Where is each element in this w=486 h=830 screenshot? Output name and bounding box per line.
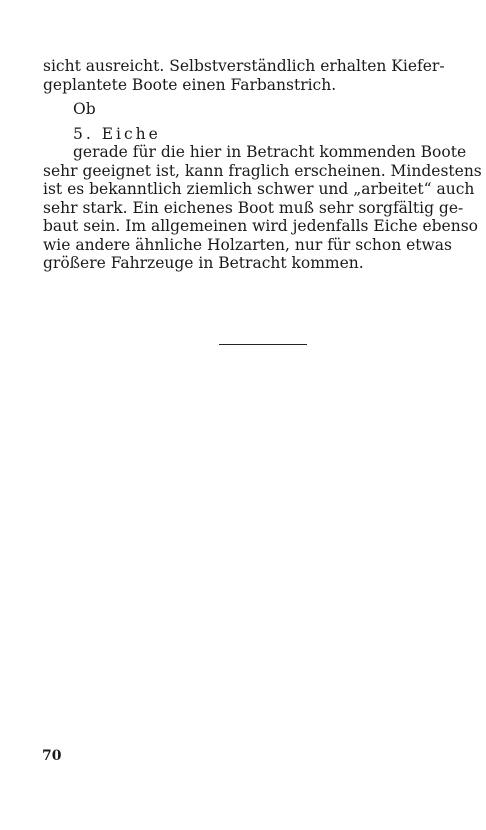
section-heading: 5. Eiche bbox=[73, 124, 161, 143]
text-line: baut sein. Im allgemeinen wird jedenfalls Eiche ebenso bbox=[43, 217, 478, 235]
text-line: sicht ausreicht. Selbstverständlich erhalten Kiefer- bbox=[43, 57, 445, 75]
text-line: geplantete Boote einen Farbanstrich. bbox=[43, 75, 337, 94]
section-divider bbox=[219, 344, 307, 345]
page-number: 70 bbox=[42, 748, 62, 764]
body-text bbox=[43, 57, 482, 273]
text-line: Ob bbox=[73, 100, 96, 118]
text-line: sehr geeignet ist, kann fraglich erscheinen. Mindestens bbox=[43, 161, 482, 180]
text-line: wie andere ähnliche Holzarten, nur für schon etwas bbox=[43, 235, 452, 254]
text-line: sehr stark. Ein eichenes Boot muß sehr sorgfältig ge- bbox=[43, 198, 464, 217]
text-line: größere Fahrzeuge in Betracht kommen. bbox=[43, 254, 364, 272]
text-line: ist es bekanntlich ziemlich schwer und „arbeitet“ auch bbox=[43, 180, 475, 198]
text-line: gerade für die hier in Betracht kommenden Boote bbox=[73, 143, 467, 161]
